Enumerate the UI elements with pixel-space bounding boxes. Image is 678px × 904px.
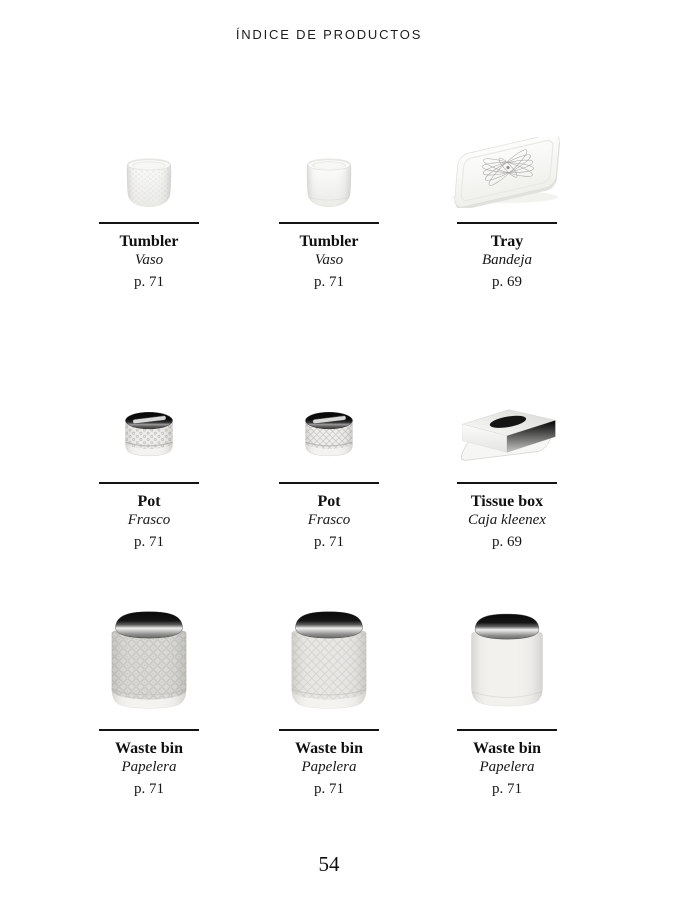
product-page-ref: p. 71 — [314, 274, 344, 290]
product-page-ref: p. 71 — [134, 781, 164, 797]
product-name: Tumbler — [299, 233, 359, 250]
product-image-tray — [422, 116, 592, 218]
divider-rule — [457, 482, 557, 484]
product-cell — [244, 116, 414, 291]
product-page-ref: p. 71 — [314, 534, 344, 550]
product-page-ref: p. 69 — [492, 274, 522, 290]
product-cell — [244, 584, 414, 798]
divider-rule — [279, 222, 379, 224]
page-number: 54 — [318, 852, 340, 876]
product-name: Tumbler — [119, 233, 179, 250]
product-image-tumbler-smooth — [244, 116, 414, 218]
product-page-ref: p. 69 — [492, 534, 522, 550]
product-image-tumbler-textured — [64, 116, 234, 218]
product-image-waste-bin-circles — [64, 584, 234, 725]
divider-rule — [457, 729, 557, 731]
divider-rule — [99, 222, 199, 224]
product-name: Pot — [137, 493, 161, 510]
product-image-tissue-box — [422, 374, 592, 478]
product-name-es: Vaso — [134, 252, 164, 268]
product-name-es: Caja kleenex — [468, 512, 546, 528]
product-name-es: Frasco — [307, 512, 351, 528]
page-title: ÍNDICE DE PRODUCTOS — [235, 27, 423, 42]
product-cell — [422, 584, 592, 798]
product-name-es: Papelera — [301, 759, 357, 775]
divider-rule — [457, 222, 557, 224]
product-image-pot-dots — [64, 374, 234, 478]
product-name-es: Bandeja — [482, 252, 532, 268]
product-page-ref: p. 71 — [314, 781, 344, 797]
product-name: Waste bin — [114, 740, 183, 757]
product-name: Pot — [317, 493, 341, 510]
product-name: Waste bin — [472, 740, 541, 757]
product-image-pot-diamonds — [244, 374, 414, 478]
product-cell — [244, 374, 414, 551]
product-name-es: Papelera — [121, 759, 177, 775]
divider-rule — [99, 729, 199, 731]
product-image-waste-bin-diamonds — [244, 584, 414, 725]
product-cell — [422, 116, 592, 291]
product-cell — [64, 116, 234, 291]
product-cell — [64, 584, 234, 798]
product-name: Tray — [490, 233, 524, 250]
divider-rule — [279, 482, 379, 484]
product-name-es: Vaso — [314, 252, 344, 268]
product-page-ref: p. 71 — [134, 274, 164, 290]
divider-rule — [99, 482, 199, 484]
product-name-es: Frasco — [127, 512, 171, 528]
product-name: Tissue box — [470, 493, 544, 510]
product-cell — [422, 374, 592, 551]
product-cell — [64, 374, 234, 551]
product-page-ref: p. 71 — [492, 781, 522, 797]
product-name: Waste bin — [294, 740, 363, 757]
divider-rule — [279, 729, 379, 731]
product-name-es: Papelera — [479, 759, 535, 775]
product-page-ref: p. 71 — [134, 534, 164, 550]
product-image-waste-bin-smooth — [422, 584, 592, 725]
